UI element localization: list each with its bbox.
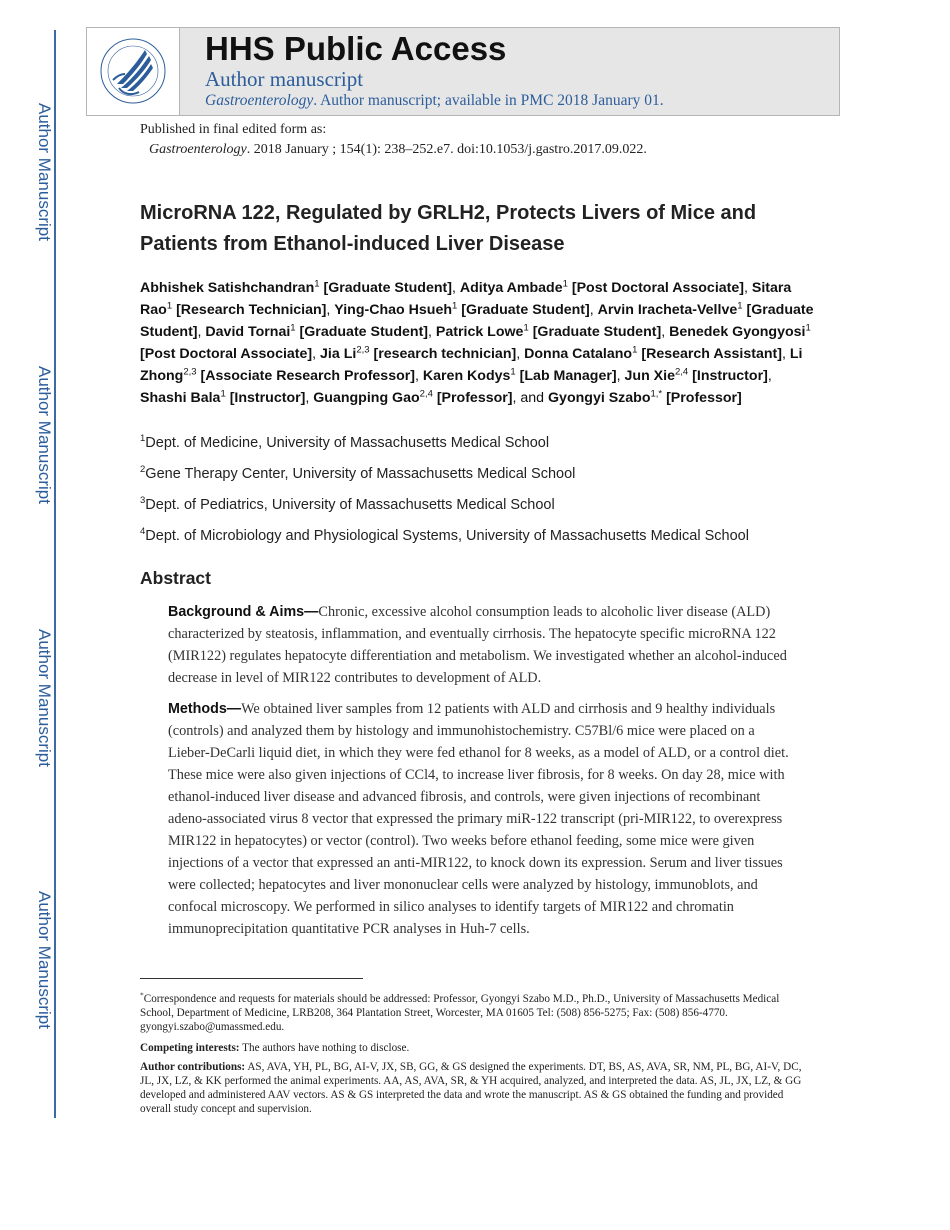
section-text: We obtained liver samples from 12 patients with ALD and cirrhosis and 9 healthy individuals (controls) and analyzed them by histology and immunohistochemistry. C57Bl/6 mice were placed on a Lieber-DeCarli liquid diet, in which they were fed ethanol for 8 weeks, as a model of ALD, or a control diet. These mice were also given injections of CCl4, to increase liver fibrosis, for 8 weeks. On day 28, mice with ethanol-induced liver disease and advanced fibrosis, and controls, were given injections of recombinant adeno-associated virus 8 vector that expressed the primary miR-122 transcript (pri-MIR122, to overexpress MIR122 in hepatocytes) or vector (control). Two weeks before ethanol feeding, some mice were given injections of a vector that expressed an anti-MIR122, to knock down its expression. Serum and liver tissues were collected; hepatocytes and liver mononuclear cells were analyzed by histology, immunoblots, and confocal microscopy. We performed in silico analyses to identify targets of MIR122 and chromatin immunoprecipitation quantitative PCR analyses in Huh-7 cells. — [168, 701, 789, 937]
hhs-logo — [87, 28, 180, 115]
author: Donna Catalano$^1$ [Research Assistant], — [524, 344, 790, 362]
margin-label: Author Manuscript — [35, 366, 54, 504]
margin-label: Author Manuscript — [35, 891, 54, 1029]
abstract-methods — [168, 698, 790, 940]
journal-name: Gastroenterology — [205, 92, 314, 109]
author: Li Zhong$^{2,3}$ [Associate Research Professor], — [140, 346, 803, 384]
citation-journal: Gastroenterology — [149, 142, 247, 157]
author: David Tornai$^1$ [Graduate Student], — [205, 322, 436, 340]
citation — [149, 142, 647, 158]
affiliation: $^3$Dept. of Pediatrics, University of Massachusetts Medical School — [140, 495, 555, 513]
section-text: Chronic, excessive alcohol consumption leads to alcoholic liver disease (ALD) characterized by steatosis, inflammation, and eventually cirrhosis. The hepatocyte specific microRNA 122 (MIR122) regulates hepatocyte differentiation and metabolism. We investigated whether an alcohol-induced decrease in level of MIR122 contributes to development of ALD. — [168, 604, 787, 686]
author: Aditya Ambade$^1$ [Post Doctoral Associate], — [459, 278, 752, 296]
manuscript-type: Author manuscript — [205, 67, 364, 91]
affiliation: $^4$Dept. of Microbiology and Physiological Systems, University of Massachusetts Medical School — [140, 526, 749, 544]
author: Gyongyi Szabo$^{1,*}$ [Professor] — [548, 388, 742, 406]
margin-label: Author Manuscript — [35, 103, 54, 241]
published-label: Published in final edited form as: — [140, 122, 327, 137]
author: Jun Xie$^{2,4}$ [Instructor], — [624, 366, 772, 384]
section-lead: Methods— — [168, 701, 242, 717]
author: Arvin Iracheta-Vellve$^1$ [Graduate Student], — [140, 300, 814, 340]
citation-details: . 2018 January ; 154(1): 238–252.e7. doi:10.1053/j.gastro.2017.09.022. — [246, 142, 647, 157]
margin-label: Author Manuscript — [35, 629, 54, 767]
availability-text: . Author manuscript; available in PMC 2018 January 01. — [313, 92, 664, 109]
section-lead: Background & Aims— — [168, 604, 319, 620]
author: Sitara Rao$^1$ [Research Technician], — [140, 280, 792, 318]
author: Guangping Gao$^{2,4}$ [Professor], and — [313, 388, 549, 406]
hhs-header — [86, 27, 840, 116]
margin-rule — [54, 30, 56, 1118]
availability-line — [205, 92, 664, 110]
author: Patrick Lowe$^1$ [Graduate Student], — [435, 322, 670, 340]
correspondence-footnote: *Correspondence and requests for materials should be addressed: Professor, Gyongyi Szabo M.D., Ph.D., University of Massachusetts Medical School, Department of Medicine, LRB208, 364 Plantation Street, Worcester, MA 01605 Tel: (508) 856-5275; Fax: (508) 856-4770. gyongyi.szabo@umassmed.edu. — [140, 990, 780, 1033]
author: Karen Kodys$^1$ [Lab Manager], — [422, 366, 625, 384]
author: Jia Li$^{2,3}$ [research technician], — [320, 344, 525, 362]
author: Benedek Gyongyosi$^1$ [Post Doctoral Associate], — [140, 322, 811, 362]
author: Abhishek Satishchandran$^1$ [Graduate Student], — [140, 278, 460, 296]
abstract-heading: Abstract — [140, 568, 211, 588]
hhs-title: HHS Public Access — [205, 30, 507, 67]
competing-interests: Competing interests: The authors have nothing to disclose. — [140, 1042, 410, 1054]
footnote-divider — [140, 978, 363, 979]
affiliation: $^1$Dept. of Medicine, University of Massachusetts Medical School — [140, 433, 550, 451]
author: Ying-Chao Hsueh$^1$ [Graduate Student], — [334, 300, 598, 318]
article-title: MicroRNA 122, Regulated by GRLH2, Protects Livers of Mice and Patients from Ethanol-induced Liver Disease — [140, 202, 757, 255]
affiliation: $^2$Gene Therapy Center, University of Massachusetts Medical School — [140, 464, 576, 482]
author: Shashi Bala$^1$ [Instructor], — [140, 388, 314, 406]
author-list — [140, 277, 820, 409]
abstract-background — [168, 601, 790, 689]
author-contributions: Author contributions: AS, AVA, YH, PL, BG, AI-V, JX, SB, GG, & GS designed the experiments. DT, BS, AS, AVA, SR, NM, PL, BG, AI-V, DC, JL, JX, LZ, & KK performed the animal experiments. AA, AS, AVA, SR, & YH acquired, analyzed, and interpreted the data. AS, JL, JX, LZ, & GG developed and administered AAV vectors. AS & GS interpreted the data and wrote the manuscript. AS & GS obtained the funding and provided overall study concept and supervision. — [140, 1061, 802, 1115]
hhs-eagle-seal-icon — [87, 28, 179, 115]
